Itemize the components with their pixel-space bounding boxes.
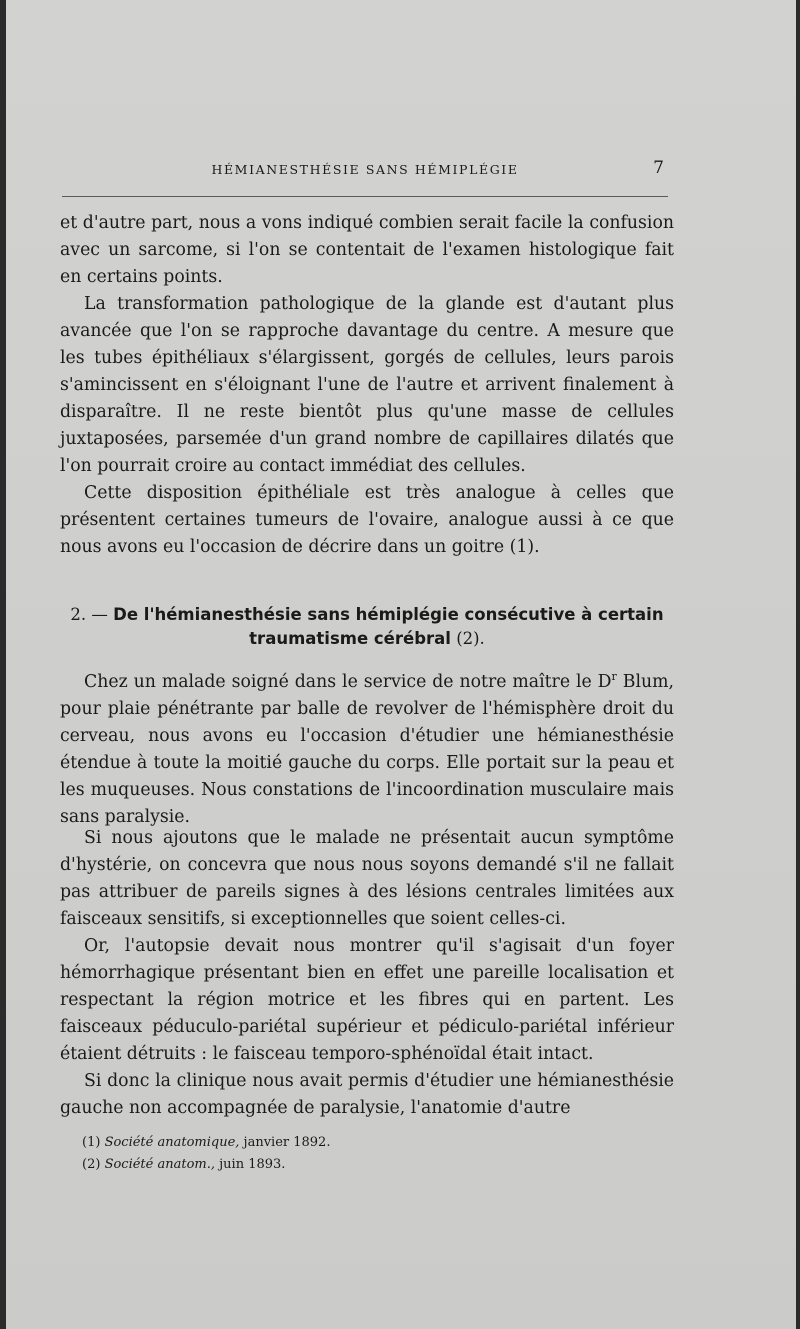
footnote-mark: (2) <box>82 1157 101 1172</box>
paragraph-ajoutons: Si nous ajoutons que le malade ne présentait aucun symptôme d'hystérie, on concevra que nous nous soyons demandé s'il ne fallait pas attribuer de pareils signes à des lésions centrales limitées aux faisceaux sensitifs, si exceptionnelles que soient celles-ci. <box>60 828 674 929</box>
footnote-1 <box>82 1132 682 1154</box>
paragraph-continuation: et d'autre part, nous a vons indiqué combien serait facile la confusion avec un sarcome, si l'on se contentait de l'examen histologique fait en certains points. <box>60 213 674 287</box>
footnote-date: janvier 1892. <box>243 1135 331 1150</box>
page-header <box>60 158 670 184</box>
footnote-mark: (1) <box>82 1135 101 1150</box>
footnotes <box>82 1132 682 1176</box>
section-title: De l'hémianesthésie sans hémiplégie consécutive à certain traumatisme cérébral <box>113 605 664 648</box>
running-title: HÉMIANESTHÉSIE SANS HÉMIPLÉGIE <box>211 162 519 177</box>
footnote-2 <box>82 1154 682 1176</box>
paragraph-malade-start: Chez un malade soigné dans le service de notre maître le D <box>84 672 612 692</box>
paragraph-malade-rest: Blum, pour plaie pénétrante par balle de revolver de l'hémisphère droit du cerveau, nous avons eu l'occasion d'étudier une hémianesthésie étendue à toute la moitié gauche du corps. Elle portait sur la peau et les muqueuses. Nous constations de l'incoordination musculaire mais sans paralysie. <box>60 672 674 827</box>
paragraph-disposition: Cette disposition épithéliale est très analogue à celles que présentent certaines tumeurs de l'ovaire, analogue aussi à ce que nous avons eu l'occasion de décrire dans un goitre (1). <box>60 483 674 557</box>
paragraph-autopsie: Or, l'autopsie devait nous montrer qu'il s'agisait d'un foyer hémorrhagique présentant bien en effet une pareille localisation et respectant la région motrice et les fibres qui en partent. Les faisceaux péduculo-pariétal supérieur et pédiculo-pariétal inférieur étaient détruits : le faisceau temporo-sphénoïdal était intact. <box>60 936 674 1064</box>
footnote-date: juin 1893. <box>219 1157 286 1172</box>
footnote-source: Société anatom., <box>104 1157 215 1172</box>
section-footnote-ref: (2). <box>456 629 485 648</box>
paragraph-malade <box>60 669 674 831</box>
paragraph-transformation: La transformation pathologique de la glande est d'autant plus avancée que l'on se rapproche davantage du centre. A mesure que les tubes épithéliaux s'élargissent, gorgés de cellules, leurs parois s'amincissent en s'éloignant l'une de l'autre et arrivent finalement à disparaître. Il ne reste bientôt plus qu'une masse de cellules juxtaposées, parsemée d'un grand nombre de capillaires dilatés que l'on pourrait croire au contact immédiat des cellules. <box>60 294 674 476</box>
section-heading <box>60 603 674 651</box>
section-number: 2. — <box>70 605 108 624</box>
book-page <box>6 0 796 1329</box>
footnote-source: Société anatomique, <box>104 1135 240 1150</box>
doctor-superscript: r <box>611 670 617 684</box>
paragraph-clinique: Si donc la clinique nous avait permis d'étudier une hémianesthésie gauche non accompagnée de paralysie, l'anatomie d'autre <box>60 1071 674 1118</box>
page-number: 7 <box>653 158 664 178</box>
header-rule <box>62 196 668 197</box>
